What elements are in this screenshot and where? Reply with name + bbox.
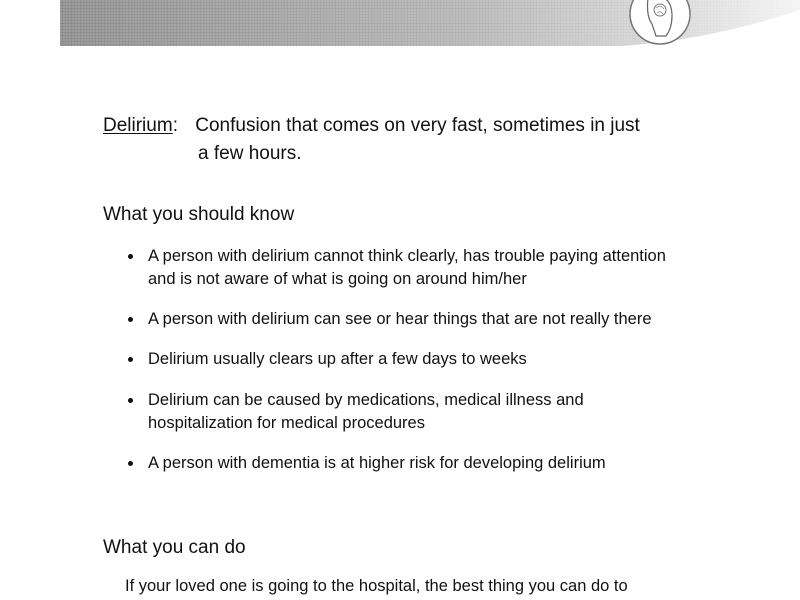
header-graphic — [60, 0, 800, 46]
list-item — [125, 452, 685, 475]
list-item — [125, 389, 685, 435]
definition-text-line1: Confusion that comes on very fast, sometimes in just — [195, 115, 640, 136]
list-item-text: A person with delirium can see or hear things that are not really there — [148, 310, 652, 328]
delirium-definition — [103, 112, 723, 140]
list-item-text: Delirium usually clears up after a few days to weeks — [148, 350, 527, 368]
bullet-icon — [128, 317, 133, 322]
bullet-icon — [128, 398, 133, 403]
what-you-can-do-paragraph: If your loved one is going to the hospital, the best thing you can do to — [125, 577, 628, 595]
definition-term: Delirium — [103, 115, 173, 136]
list-item — [125, 308, 685, 331]
list-item — [125, 348, 685, 371]
know-bullet-list — [125, 245, 685, 493]
list-item — [125, 245, 685, 291]
bullet-icon — [128, 254, 133, 259]
list-item-text: A person with dementia is at higher risk for developing delirium — [148, 454, 606, 472]
what-you-can-do-heading: What you can do — [103, 537, 246, 558]
bullet-icon — [128, 461, 133, 466]
list-item-text: Delirium can be caused by medications, medical illness and hospitalization for medical procedures — [148, 391, 584, 432]
what-you-should-know-heading: What you should know — [103, 204, 295, 225]
definition-text-line2: a few hours. — [198, 143, 302, 164]
header-band — [60, 0, 800, 46]
definition-colon: : — [172, 115, 178, 136]
list-item-text: A person with delirium cannot think clearly, has trouble paying attention and is not aware of what is going on around him/her — [148, 247, 666, 288]
bullet-icon — [128, 357, 133, 362]
